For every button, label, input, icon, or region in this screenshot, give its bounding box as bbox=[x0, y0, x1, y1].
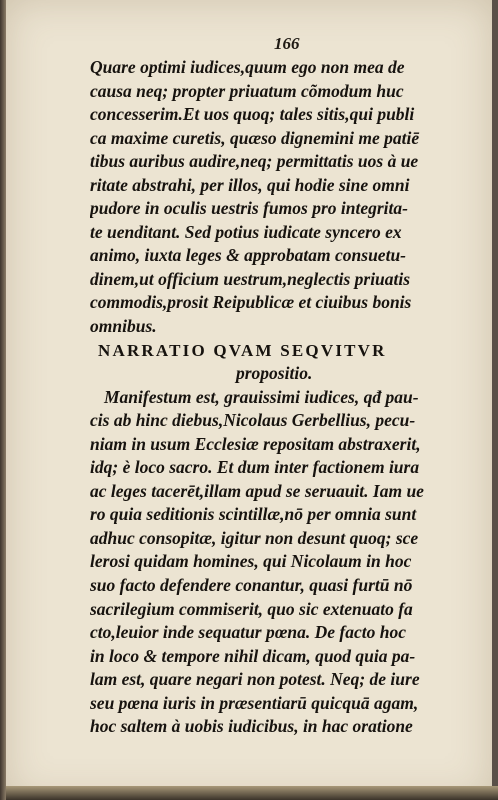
text-line: lerosi quidam homines, qui Nicolaum in hoc bbox=[90, 551, 412, 572]
text-line: Manifestum est, grauissimi iudices, qđ pau- bbox=[104, 386, 419, 407]
text-line: causa neq; propter priuatum cõmodum huc bbox=[90, 80, 404, 101]
text-line: in loco & tempore nihil dicam, quod quia pa- bbox=[90, 645, 416, 666]
text-line: ac leges tacerēt,illam apud se seruauit. Iam ue bbox=[90, 480, 424, 501]
text-line: suo facto defendere conantur, quasi furtū nō bbox=[90, 575, 413, 596]
text-line: omnibus. bbox=[90, 316, 157, 337]
page-text-block bbox=[90, 56, 474, 739]
text-line: pudore in oculis uestris fumos pro integrita- bbox=[90, 198, 408, 219]
section-heading: NARRATIO QVAM SEQVITVR bbox=[98, 340, 387, 360]
text-line: adhuc consopitæ, igitur non desunt quoq; sce bbox=[90, 527, 419, 548]
text-line: animo, iuxta leges & approbatam consuetu- bbox=[90, 245, 406, 266]
text-line: cis ab hinc diebus,Nicolaus Gerbellius, pecu- bbox=[90, 410, 416, 431]
book-page bbox=[6, 0, 492, 800]
text-line: sacrilegium commiserit, quo sic extenuato fa bbox=[90, 598, 413, 619]
text-line: hoc saltem à uobis iudicibus, in hac oratione bbox=[90, 716, 413, 737]
text-line: Quare optimi iudices,quum ego non mea de bbox=[90, 57, 405, 77]
section-subheading: propositio. bbox=[236, 363, 313, 384]
page-number: 166 bbox=[274, 34, 300, 53]
text-line: concesserim.Et uos quoq; tales sitis,qui publi bbox=[90, 104, 415, 125]
text-line: idq; è loco sacro. Et dum inter factionem iura bbox=[90, 457, 420, 478]
page-bottom-edge bbox=[6, 786, 498, 800]
text-line: te uenditant. Sed potius iudicate syncero ex bbox=[90, 221, 402, 242]
text-line: commodis,prosit Reipublicæ et ciuibus bonis bbox=[90, 292, 412, 313]
text-line: ritate abstrahi, per illos, qui hodie sine omni bbox=[90, 174, 410, 195]
text-line: seu pœna iuris in præsentiarū quicquā agam, bbox=[90, 692, 419, 713]
text-line: niam in usum Ecclesiæ repositam abstraxerit, bbox=[90, 433, 421, 454]
text-line: dinem,ut officium uestrum,neglectis priuatis bbox=[90, 268, 411, 289]
text-line: ro quia seditionis scintillæ,nō per omnia sunt bbox=[90, 504, 417, 525]
text-line: ca maxime curetis, quæso dignemini me patiē bbox=[90, 127, 420, 148]
text-line: tibus auribus audire,neq; permittatis uos à ue bbox=[90, 151, 419, 172]
text-line: lam est, quare negari non potest. Neq; de iure bbox=[90, 669, 420, 690]
text-line: cto,leuior inde sequatur pœna. De facto hoc bbox=[90, 622, 406, 643]
